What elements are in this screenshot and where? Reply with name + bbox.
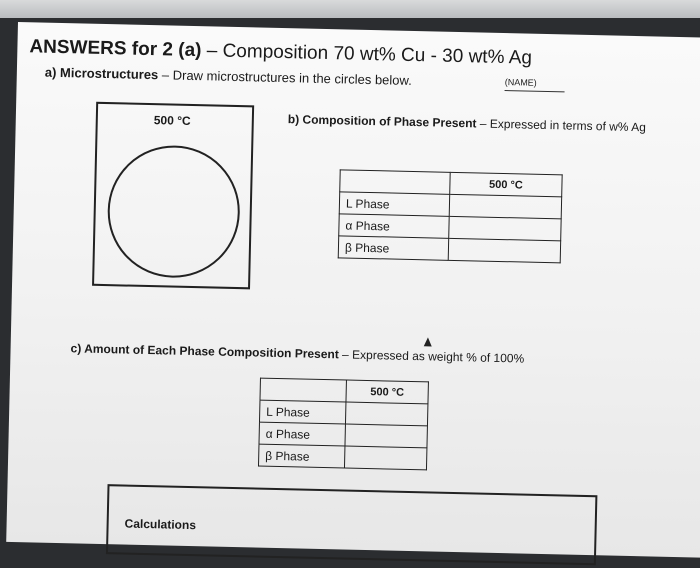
row-label: β Phase	[338, 236, 448, 260]
microstructure-drawing-circle[interactable]	[106, 144, 241, 279]
title-bold: ANSWERS for 2 (a)	[29, 36, 202, 62]
row-label: L Phase	[339, 192, 449, 216]
row-label: α Phase	[339, 214, 449, 238]
answer-cell[interactable]	[345, 424, 427, 448]
amount-table	[258, 378, 429, 471]
title-rest: – Composition 70 wt% Cu - 30 wt% Ag	[201, 40, 533, 69]
answer-cell[interactable]	[448, 238, 560, 263]
row-label: L Phase	[259, 400, 345, 424]
section-b-heading-rest: – Expressed in terms of w% Ag	[476, 116, 647, 135]
screen-bezel-top	[0, 0, 700, 18]
name-label: (NAME)	[504, 77, 537, 88]
calculations-label: Calculations	[124, 516, 197, 533]
mouse-cursor-icon	[424, 337, 432, 346]
section-a-heading	[45, 65, 412, 88]
section-b-heading	[288, 112, 646, 134]
table-row	[258, 444, 426, 470]
worksheet	[6, 22, 700, 558]
section-c-heading	[70, 341, 524, 365]
answer-cell[interactable]	[344, 446, 426, 470]
section-a-heading-rest: – Draw microstructures in the circles below.	[158, 67, 412, 88]
table-row	[338, 236, 560, 263]
table-corner-cell	[260, 378, 346, 402]
section-c-heading-bold: c) Amount of Each Phase Composition Present	[70, 341, 339, 362]
row-label: α Phase	[259, 422, 345, 446]
table-header-temperature: 500 °C	[450, 172, 562, 197]
microstructure-temperature: 500 °C	[153, 113, 191, 128]
section-b-heading-bold: b) Composition of Phase Present	[287, 112, 477, 131]
section-a-heading-bold: a) Microstructures	[44, 64, 159, 83]
row-label: β Phase	[258, 444, 344, 468]
answer-cell[interactable]	[449, 194, 561, 219]
answer-cell[interactable]	[345, 402, 427, 426]
name-field-line[interactable]	[505, 90, 565, 92]
page-title	[29, 36, 532, 69]
composition-table	[338, 169, 563, 263]
table-corner-cell	[340, 170, 450, 194]
answer-cell[interactable]	[449, 216, 561, 241]
microstructure-box	[92, 102, 254, 290]
section-c-heading-rest: – Expressed as weight % of 100%	[338, 347, 525, 366]
table-header-temperature: 500 °C	[346, 380, 428, 404]
